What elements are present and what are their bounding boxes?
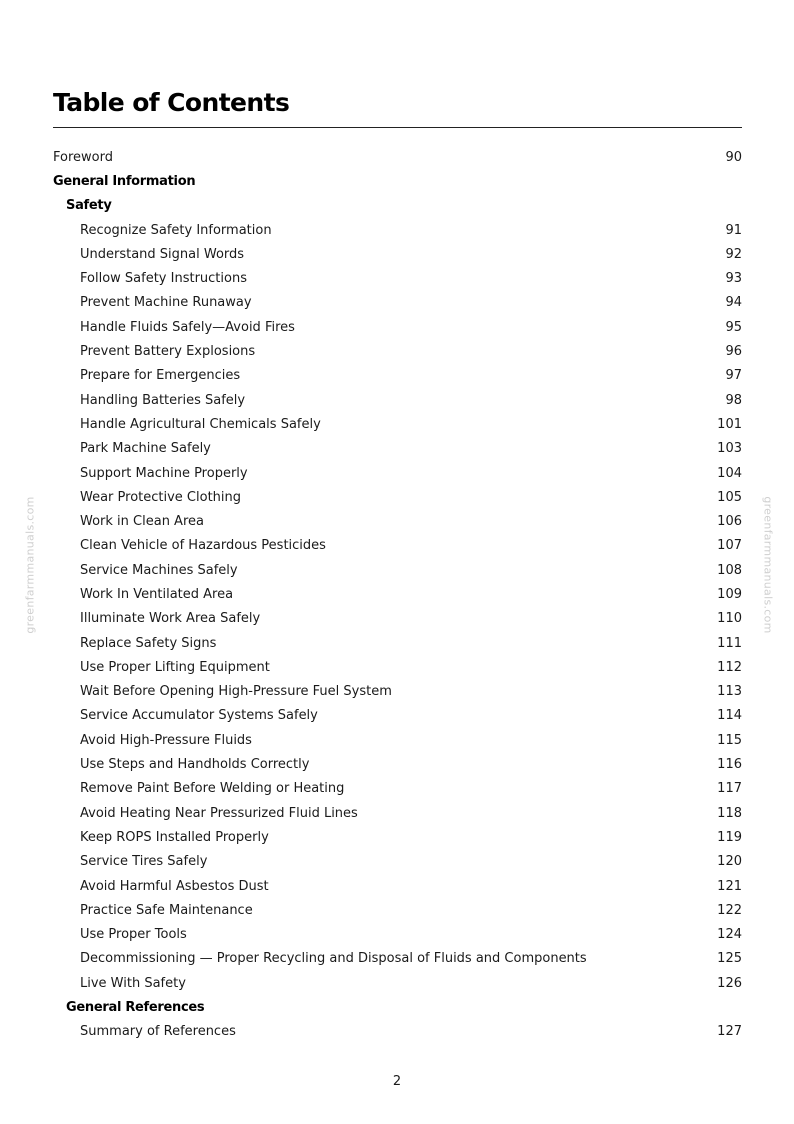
- toc-entry-label: Illuminate Work Area Safely: [80, 611, 261, 627]
- toc-entry-label: Practice Safe Maintenance: [80, 902, 253, 918]
- toc-entry-label: Service Machines Safely: [80, 562, 238, 578]
- watermark-left: greenfarmmanuals.com: [23, 496, 37, 634]
- toc-entry[interactable]: [53, 291, 742, 315]
- toc-entry[interactable]: [53, 388, 742, 412]
- toc-entry-label: Summary of References: [80, 1024, 236, 1040]
- toc-entry-page: 96: [725, 344, 742, 360]
- toc-entry[interactable]: [53, 874, 742, 898]
- toc-entry-page: 101: [717, 416, 742, 432]
- toc-entry[interactable]: [53, 339, 742, 363]
- toc-entry-page: 119: [717, 829, 742, 845]
- toc-entry-label: Wait Before Opening High-Pressure Fuel System: [80, 684, 392, 700]
- toc-entry-page: 97: [725, 368, 742, 384]
- toc-entry-label: Handling Batteries Safely: [80, 392, 246, 408]
- toc-entry-label: Park Machine Safely: [80, 441, 211, 457]
- toc-entry-page: 118: [717, 805, 742, 821]
- page-number: 2: [392, 1074, 402, 1089]
- toc-entry-page: 106: [717, 514, 742, 530]
- title-divider: [53, 127, 742, 128]
- toc-entry[interactable]: [53, 607, 742, 631]
- toc-entry[interactable]: [53, 242, 742, 266]
- table-of-contents: [53, 145, 742, 1044]
- toc-entry[interactable]: [53, 777, 742, 801]
- toc-entry[interactable]: [53, 266, 742, 290]
- toc-entry[interactable]: [53, 923, 742, 947]
- toc-entry-page: 111: [717, 635, 742, 651]
- toc-entry-page: 108: [717, 562, 742, 578]
- toc-section-heading: [53, 995, 742, 1019]
- toc-entry-page: 98: [725, 392, 742, 408]
- toc-entry-page: 113: [717, 684, 742, 700]
- toc-entry[interactable]: [53, 315, 742, 339]
- toc-entry[interactable]: [53, 801, 742, 825]
- toc-entry-label: Keep ROPS Installed Properly: [80, 829, 269, 845]
- toc-entry[interactable]: [53, 728, 742, 752]
- toc-entry[interactable]: [53, 752, 742, 776]
- toc-entry-page: 110: [717, 611, 742, 627]
- toc-entry[interactable]: [53, 412, 742, 436]
- watermark-right: greenfarmmanuals.com: [761, 496, 775, 634]
- toc-entry-label: Avoid Harmful Asbestos Dust: [80, 878, 269, 894]
- toc-entry[interactable]: [53, 437, 742, 461]
- toc-entry-page: 91: [725, 222, 742, 238]
- toc-entry[interactable]: [53, 509, 742, 533]
- toc-entry[interactable]: [53, 485, 742, 509]
- toc-entry-page: 107: [717, 538, 742, 554]
- page-title: Table of Contents: [53, 88, 290, 117]
- toc-entry-label: Avoid Heating Near Pressurized Fluid Lines: [80, 805, 358, 821]
- toc-entry-page: 120: [717, 854, 742, 870]
- toc-entry-page: 127: [717, 1024, 742, 1040]
- toc-entry-label: Live With Safety: [80, 975, 186, 991]
- toc-entry[interactable]: [53, 1020, 742, 1044]
- toc-entry[interactable]: [53, 631, 742, 655]
- toc-entry-label: Service Accumulator Systems Safely: [80, 708, 318, 724]
- toc-entry-page: 126: [717, 975, 742, 991]
- toc-entry[interactable]: [53, 145, 742, 169]
- toc-entry[interactable]: [53, 534, 742, 558]
- toc-entry-label: Work In Ventilated Area: [80, 586, 234, 602]
- toc-entry-page: 105: [717, 489, 742, 505]
- toc-entry-page: 122: [717, 902, 742, 918]
- toc-entry-page: 115: [717, 732, 742, 748]
- toc-entry-label: General References: [66, 1000, 205, 1016]
- toc-entry[interactable]: [53, 680, 742, 704]
- toc-entry-page: 109: [717, 586, 742, 602]
- toc-entry-label: Prevent Battery Explosions: [80, 344, 256, 360]
- toc-entry-page: 90: [725, 149, 742, 165]
- toc-entry[interactable]: [53, 461, 742, 485]
- toc-entry-page: 121: [717, 878, 742, 894]
- toc-entry-label: Prevent Machine Runaway: [80, 295, 252, 311]
- toc-entry-page: 114: [717, 708, 742, 724]
- toc-entry-page: 116: [717, 757, 742, 773]
- toc-entry-page: 93: [725, 271, 742, 287]
- toc-entry-page: 95: [725, 319, 742, 335]
- toc-entry-page: 104: [717, 465, 742, 481]
- toc-entry-page: 112: [717, 659, 742, 675]
- toc-entry-page: 124: [717, 927, 742, 943]
- toc-entry[interactable]: [53, 558, 742, 582]
- toc-entry-label: Clean Vehicle of Hazardous Pesticides: [80, 538, 326, 554]
- toc-entry[interactable]: [53, 947, 742, 971]
- toc-entry-label: Recognize Safety Information: [80, 222, 272, 238]
- toc-entry-page: 92: [725, 246, 742, 262]
- toc-entry-label: Use Steps and Handholds Correctly: [80, 757, 310, 773]
- toc-entry-label: Safety: [66, 198, 112, 214]
- toc-entry[interactable]: [53, 655, 742, 679]
- toc-entry[interactable]: [53, 218, 742, 242]
- toc-entry[interactable]: [53, 582, 742, 606]
- toc-entry-page: 103: [717, 441, 742, 457]
- toc-entry[interactable]: [53, 971, 742, 995]
- toc-entry-label: Understand Signal Words: [80, 246, 245, 262]
- toc-entry[interactable]: [53, 898, 742, 922]
- toc-entry-label: Support Machine Properly: [80, 465, 248, 481]
- toc-entry[interactable]: [53, 364, 742, 388]
- toc-entry-label: Follow Safety Instructions: [80, 271, 247, 287]
- toc-entry[interactable]: [53, 704, 742, 728]
- toc-entry-label: Avoid High-Pressure Fluids: [80, 732, 252, 748]
- toc-entry-label: Foreword: [53, 149, 113, 165]
- toc-entry-label: Service Tires Safely: [80, 854, 208, 870]
- toc-entry-label: Wear Protective Clothing: [80, 489, 242, 505]
- toc-entry-label: Decommissioning — Proper Recycling and Disposal of Fluids and Components: [80, 951, 587, 967]
- toc-entry-label: Use Proper Tools: [80, 927, 187, 943]
- toc-entry-page: 117: [717, 781, 742, 797]
- toc-entry-label: Work in Clean Area: [80, 514, 204, 530]
- toc-entry-label: Prepare for Emergencies: [80, 368, 241, 384]
- toc-entry[interactable]: [53, 850, 742, 874]
- toc-section-heading: [53, 169, 742, 193]
- toc-entry-label: Use Proper Lifting Equipment: [80, 659, 270, 675]
- toc-entry-label: Remove Paint Before Welding or Heating: [80, 781, 345, 797]
- toc-entry-label: Handle Agricultural Chemicals Safely: [80, 416, 321, 432]
- toc-entry[interactable]: [53, 825, 742, 849]
- toc-entry-label: General Information: [53, 173, 196, 189]
- toc-entry-label: Replace Safety Signs: [80, 635, 217, 651]
- toc-entry-label: Handle Fluids Safely—Avoid Fires: [80, 319, 295, 335]
- toc-entry-page: 125: [717, 951, 742, 967]
- toc-entry-page: 94: [725, 295, 742, 311]
- toc-section-heading: [53, 194, 742, 218]
